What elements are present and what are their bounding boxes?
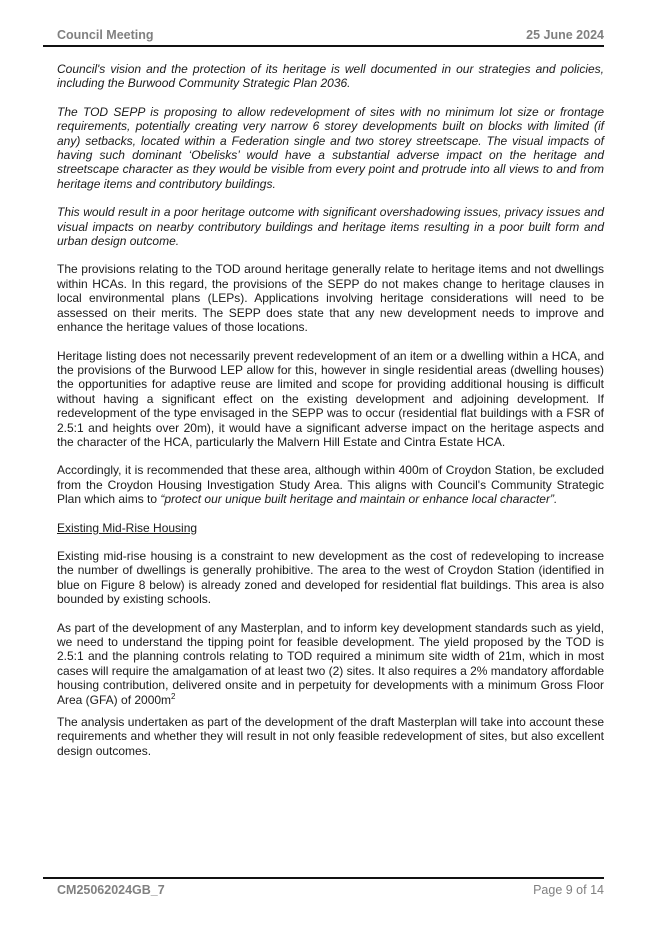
paragraph-council-vision: Council's vision and the protection of its heritage is well documented in our strategies and policies, including the Burwood Community Strategic Plan 2036. (57, 62, 604, 91)
paragraph-tod-sepp: The TOD SEPP is proposing to allow redevelopment of sites with no minimum lot size or frontage requirements, potentially creating very narrow 6 storey developments built on blocks with limited (if any) setbacks, located within a Federation single and two storey streetscape. The visual impacts of having such dominant ‘Obelisks’ would have a substantial adverse impact on the heritage and streetscape character as they would be visible from every point and protrude into all views to and from heritage items and contributory buildings. (57, 104, 604, 191)
paragraph-recommendation (57, 463, 604, 506)
footer-page-number: Page 9 of 14 (533, 883, 604, 897)
page-footer (43, 877, 604, 897)
page-footer-row (43, 883, 604, 897)
header-date: 25 June 2024 (526, 28, 604, 42)
footer-document-reference: CM25062024GB_7 (57, 883, 165, 897)
paragraph-heritage-listing: Heritage listing does not necessarily prevent redevelopment of an item or a dwelling within a HCA, and the provisions of the Burwood LEP allow for this, however in single residential areas (dwelling houses) the opportunities for adaptive reuse are limited and scope for providing additional housing is difficult without having a significant effect on the existing development and adjoining development. If redevelopment of the type envisaged in the SEPP was to occur (residential flat buildings with a FSR of 2.5:1 and heights over 20m), it would have a significant adverse impact on the heritage aspects and the character of the HCA, particularly the Malvern Hill Estate and Cintra Estate HCA. (57, 348, 604, 449)
masterplan-lead-text: As part of the development of any Masterplan, and to inform key development standards such as yield, we need to understand the tipping point for feasible development. The yield proposed by the TOD is 2.5:1 and the planning controls relating to TOD required a minimum site width of 21m, which in most cases will require the amalgamation of at least two (2) sites. It also requires a 2% mandatory affordable housing contribution, delivered onsite and in perpetuity for developments with a minimum Gross Floor Area (GFA) of 2000m (57, 620, 604, 707)
square-metre-superscript: 2 (171, 691, 176, 701)
section-heading-existing-mid-rise-housing: Existing Mid-Rise Housing (57, 520, 198, 535)
document-body (57, 62, 604, 772)
page-header-row (43, 28, 604, 42)
paragraph-masterplan (57, 621, 604, 707)
strategic-plan-quote: “protect our unique built heritage and maintain or enhance local character”. (160, 492, 558, 507)
paragraph-poor-outcome: This would result in a poor heritage outcome with significant overshadowing issues, privacy issues and visual impacts on nearby contributory buildings and heritage items resulting in a poor built form and urban design outcome. (57, 205, 604, 249)
header-title: Council Meeting (57, 28, 154, 42)
paragraph-midrise-housing: Existing mid-rise housing is a constraint to new development as the cost of redeveloping to increase the number of dwellings is generally prohibitive. The area to the west of Croydon Station (identified in blue on Figure 8 below) is already zoned and developed for residential flat buildings. This area is also bounded by existing schools. (57, 548, 604, 607)
page-header (43, 28, 604, 47)
recommendation-lead-text: Accordingly, it is recommended that these area, although within 400m of Croydon Station, be excluded from the Croydon Housing Investigation Study Area. This aligns with Council's Community Strategic Plan which aims to (57, 463, 604, 507)
paragraph-analysis: The analysis undertaken as part of the development of the draft Masterplan will take into account these requirements and whether they will result in not only feasible redevelopment of sites, but also excellent design outcomes. (57, 715, 604, 758)
paragraph-tod-provisions: The provisions relating to the TOD around heritage generally relate to heritage items and not dwellings within HCAs. In this regard, the provisions of the SEPP do not makes change to heritage clauses in local environmental plans (LEPs). Applications involving heritage considerations will need to be assessed on their merits. The SEPP does state that any new development needs to improve and enhance the heritage values of those locations. (57, 262, 604, 335)
